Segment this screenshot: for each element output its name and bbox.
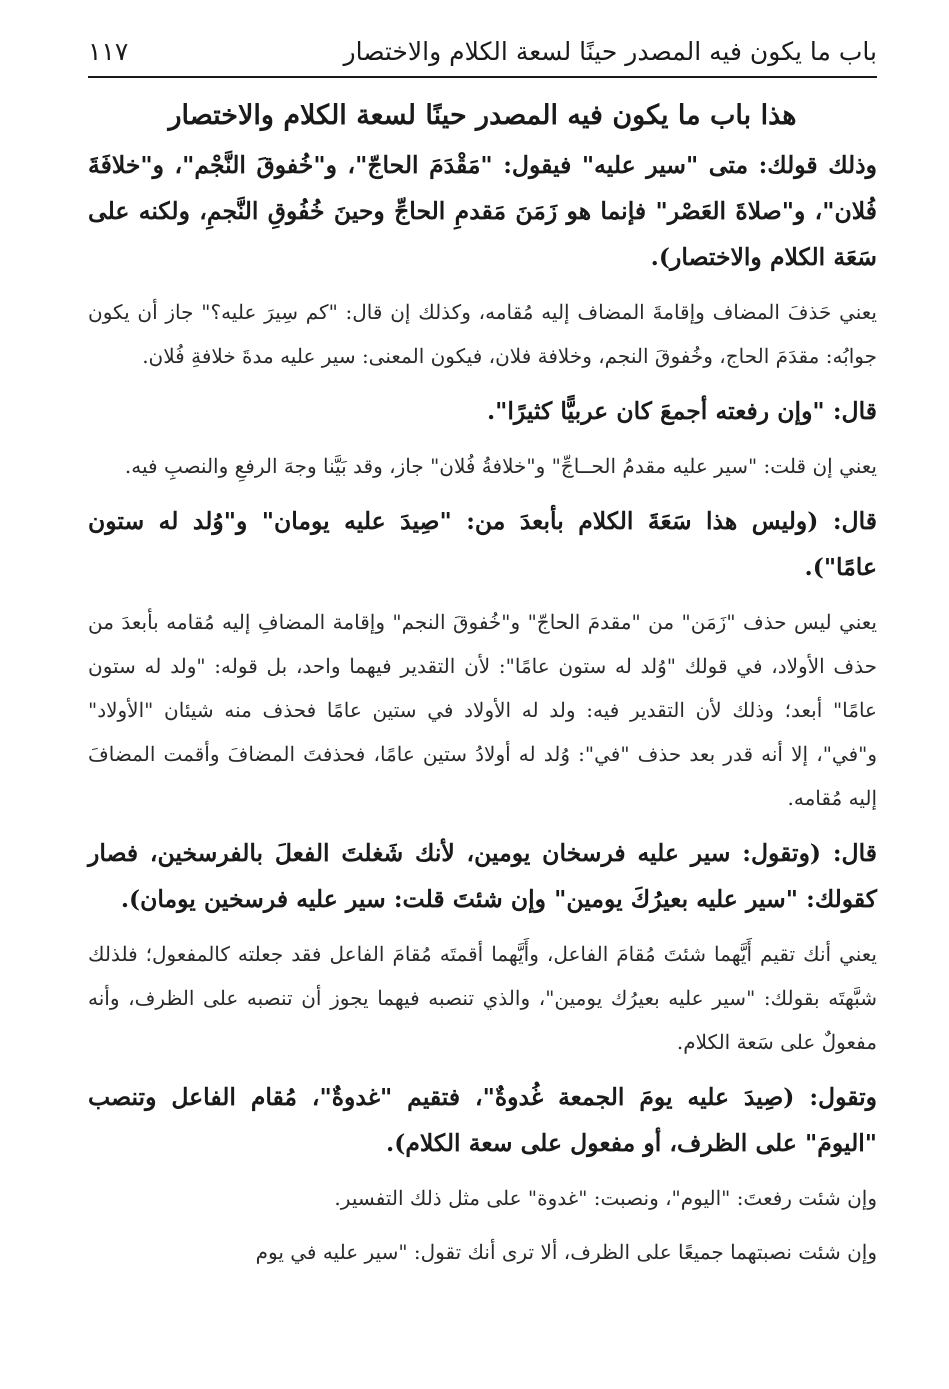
running-header bbox=[88, 30, 877, 78]
matn-paragraph: قال: (وليس هذا سَعَةَ الكلام بأبعدَ من: "صِيدَ عليه يومان" و"وُلد له ستون عامًا"). bbox=[88, 507, 877, 581]
page-number: ١١٧ bbox=[88, 37, 129, 66]
commentary-paragraph: وإن شئت رفعتَ: "اليوم"، ونصبت: "غدوة" على مثل ذلك التفسير. bbox=[334, 1186, 877, 1210]
commentary-paragraph: يعني حَذفَ المضاف وإقامةَ المضاف إليه مُقامه، وكذلك إن قال: "كم سِيرَ عليه؟" جاز أن يكون جوابُه: مقدَمَ الحاج، وخُفوقَ النجم، وخلافة فلان، فيكون المعنى: سير عليه مدةَ خلافةِ فُلان. bbox=[88, 300, 877, 368]
matn-paragraph: قال: "وإن رفعته أجمعَ كان عربيًّا كثيرًا". bbox=[486, 397, 877, 425]
commentary-paragraph: يعني ليس حذف "زَمَن" من "مقدمَ الحاجّ" و"خُفوقَ النجم" وإقامة المضافِ إليه مُقامه بأبعدَ من حذف الأولاد، في قولك "وُلد له ستون عامًا": لأن التقدير فيهما واحد، بل قوله: "ولد له ستون عامًا" أبعد؛ وذلك لأن التقدير فيه: ولد له الأولاد في ستين عامًا فحذف منه شيئان "الأولاد" و"في"، إلا أنه قدر بعد حذف "في": وُلد له أولادُ ستين عامًا، فحذفتَ المضافَ وأقمت المضافَ إليه مُقامه. bbox=[88, 610, 877, 810]
commentary-paragraph: يعني إن قلت: "سير عليه مقدمُ الحــاجِّ" و"خلافةُ فُلان" جاز، وقد بَيَّنا وجهَ الرفعِ والنصبِ فيه. bbox=[124, 454, 877, 478]
running-title: باب ما يكون فيه المصدر حينًا لسعة الكلام والاختصار bbox=[343, 37, 877, 66]
commentary-paragraph: يعني أنك تقيم أَيَّهما شئتَ مُقامَ الفاعل، وأَيَّهما أقمتَه مُقامَ الفاعل فقد جعلته كالمفعول؛ فلذلك شبَّهتَه بقولك: "سير عليه بعيرُك يومين"، والذي تنصبه فيهما يجوز أن تنصبه على الظرف، وأنه مفعولٌ على سَعة الكلام. bbox=[88, 942, 877, 1054]
matn-paragraph: وذلك قولك: متى "سير عليه" فيقول: "مَقْدَمَ الحاجّ"، و"خُفوقَ النَّجْم"، و"خلافَةَ فُلان"، و"صلاةَ العَصْر" فإنما هو زَمَنَ مَقدمِ الحاجِّ وحينَ خُفُوقِ النَّجمِ، ولكنه على سَعَة الكلام والاختصار). bbox=[88, 151, 877, 271]
matn-paragraph: قال: (وتقول: سير عليه فرسخان يومين، لأنك شَغلتَ الفعلَ بالفرسخين، فصار كقولك: "سير عليه بعيرُكَ يومين" وإن شئتَ قلت: سير عليه فرسخين يومان). bbox=[88, 839, 877, 913]
matn-paragraph: وتقول: (صِيدَ عليه يومَ الجمعة غُدوةٌ"، فتقيم "غدوةٌ"، مُقام الفاعل وتنصب "اليومَ" على الظرف، أو مفعول على سعة الكلام). bbox=[88, 1083, 877, 1157]
chapter-title: هذا باب ما يكون فيه المصدر حينًا لسعة الكلام والاختصار bbox=[168, 100, 797, 131]
commentary-paragraph: وإن شئت نصبتهما جميعًا على الظرف، ألا ترى أنك تقول: "سير عليه في يوم bbox=[255, 1240, 877, 1264]
page-body bbox=[88, 142, 877, 1274]
